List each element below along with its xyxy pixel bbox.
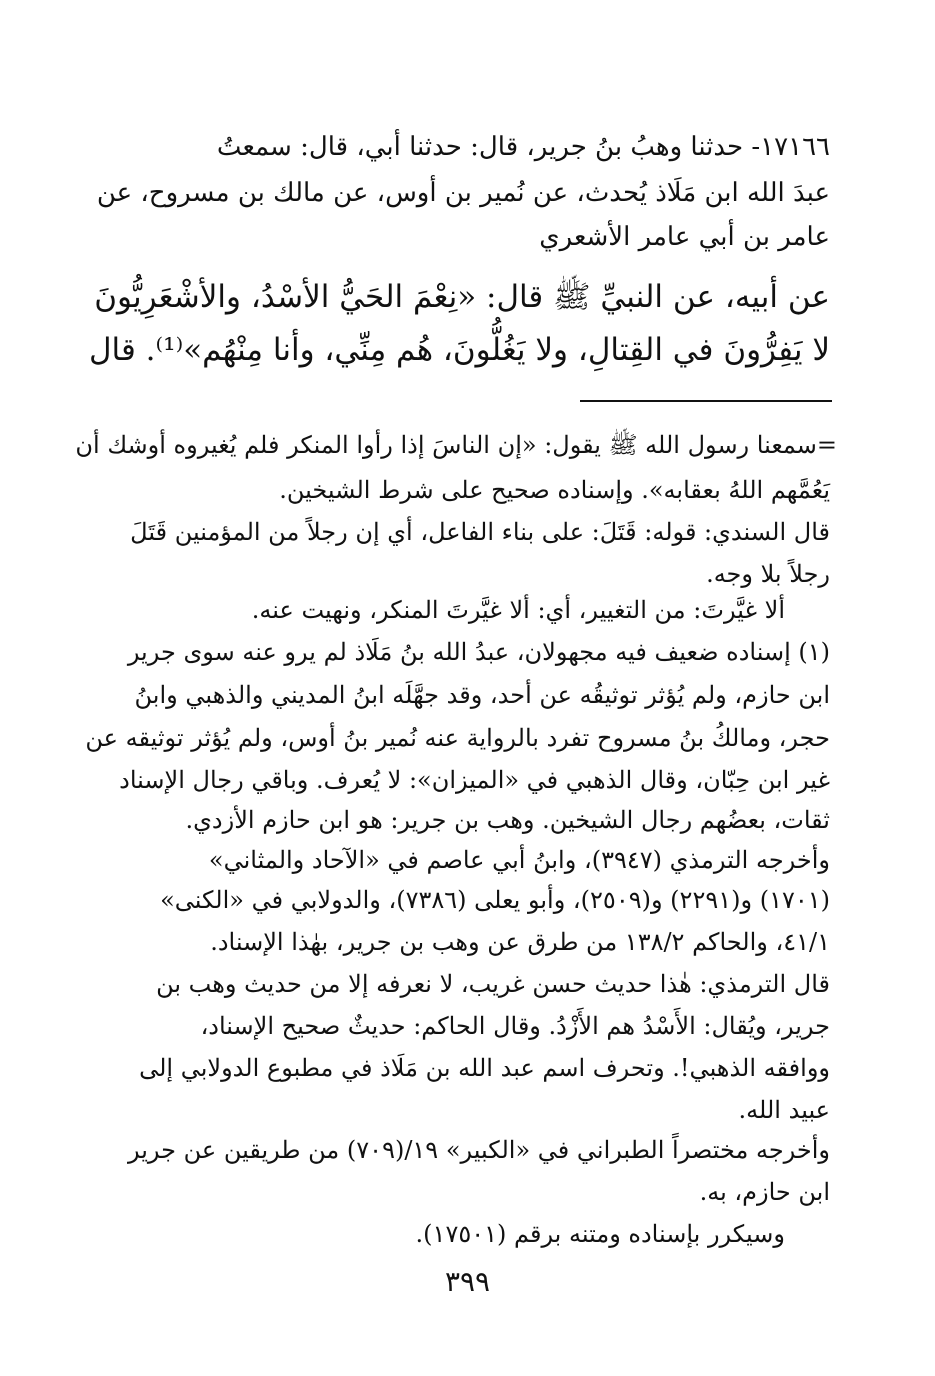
footnote-line-16: ووافقه الذهبي!. وتحرف اسم عبد الله بن مَلَاذ في مطبوع الدولابي إلى	[139, 1054, 830, 1082]
footnote-line-15: جرير، ويُقال: الأَسْدُ هم الأَزْدُ. وقال الحاكم: حديثٌ صحيح الإسناد،	[200, 1012, 830, 1040]
hadith-text-line-2: لا يَفِرُّونَ في القِتالِ، ولا يَغُلُّونَ، هُم مِنِّي، وأنا مِنْهُم»⁽¹⁾. قال	[89, 332, 830, 368]
footnote-line-12: (١٧٠١) و(٢٢٩١) و(٢٥٠٩)، وأبو يعلى (٧٣٨٦)، والدولابي في «الكنى»	[160, 886, 830, 914]
footnote-line-2: يَعُمَّهم اللهُ بعقابه». وإسناده صحيح على شرط الشيخين.	[279, 476, 830, 504]
footnote-line-18: وأخرجه مختصراً الطبراني في «الكبير» ١٩/(٧٠٩) من طريقين عن جرير	[128, 1136, 830, 1164]
footnote-line-4: رجلاً بلا وجه.	[706, 560, 830, 588]
footnote-line-6: (١) إسناده ضعيف فيه مجهولان، عبدُ الله بنُ مَلَاذ لم يرو عنه سوى جرير	[127, 638, 830, 666]
footnote-line-19: ابن حازم، به.	[699, 1178, 830, 1206]
footnote-line-14: قال الترمذي: هٰذا حديث حسن غريب، لا نعرفه إلا من حديث وهب بن	[156, 970, 830, 998]
footnote-separator	[580, 400, 832, 402]
hadith-header-line-2: عبدَ الله ابن مَلَاذ يُحدث، عن نُمير بن أوس، عن مالك بن مسروح، عن	[96, 178, 830, 208]
footnote-line-8: حجر، ومالكُ بنُ مسروح تفرد بالرواية عنه نُمير بنُ أوس، ولم يُؤثر توثيقه عن	[85, 724, 830, 752]
footnote-line-3: قال السندي: قوله: قَتَلَ: على بناء الفاعل، أي إن رجلاً من المؤمنين قَتَلَ	[130, 518, 830, 546]
footnote-line-17: عبيد الله.	[738, 1096, 830, 1124]
footnote-line-1: =سمعنا رسول الله ﷺ يقول: «إن الناسَ إذا رأوا المنكر فلم يُغيروه أوشك أن	[75, 431, 837, 459]
footnote-line-20: وسيكرر بإسناده ومتنه برقم (١٧٥٠١).	[415, 1220, 785, 1248]
footnote-line-13: ٤١/١، والحاكم ١٣٨/٢ من طرق عن وهب بن جرير، بهٰذا الإسناد.	[210, 928, 830, 956]
footnote-line-5: ألا غيَّرتَ: من التغيير، أي: ألا غيَّرتَ المنكر، ونهيت عنه.	[251, 596, 785, 624]
footnote-line-9: غير ابن حِبّان، وقال الذهبي في «الميزان»: لا يُعرف. وباقي رجال الإسناد	[119, 766, 830, 794]
page-number: ٣٩٩	[444, 1265, 491, 1298]
hadith-header-line-3: عامر بن أبي عامر الأشعري	[539, 222, 830, 252]
hadith-text-line-1: عن أبيه، عن النبيِّ ﷺ قال: «نِعْمَ الحَيُّ الأسْدُ، والأشْعَرِيُّونَ	[94, 279, 830, 315]
footnote-line-7: ابن حازم، ولم يُؤثر توثيقُه عن أحد، وقد جهَّلَه ابنُ المديني والذهبي وابنُ	[134, 681, 830, 709]
hadith-header-line-1: ١٧١٦٦- حدثنا وهبُ بنُ جرير، قال: حدثنا أبي، قال: سمعتُ	[216, 132, 830, 162]
footnote-line-11: وأخرجه الترمذي (٣٩٤٧)، وابنُ أبي عاصم في «الآحاد والمثاني»	[208, 846, 830, 874]
footnote-line-10: ثقات، بعضُهم رجال الشيخين. وهب بن جرير: هو ابن حازم الأزدي.	[185, 806, 830, 834]
